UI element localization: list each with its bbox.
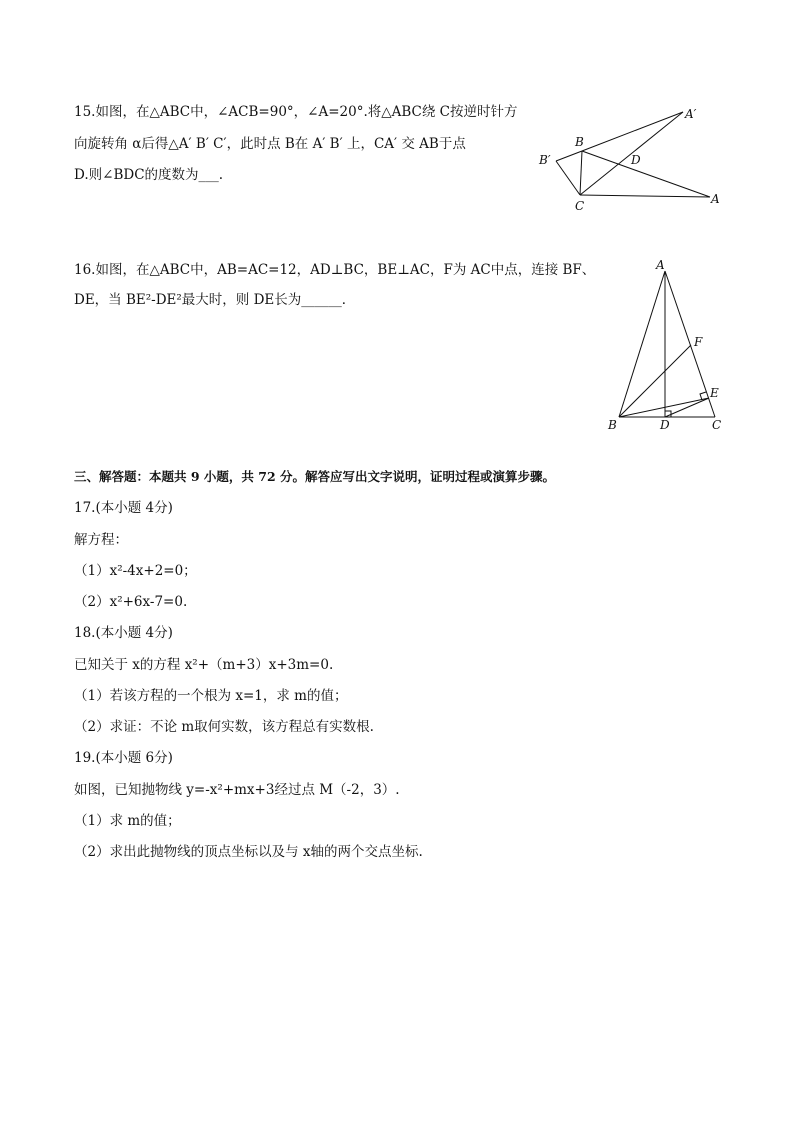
label-A-prime: A′ bbox=[685, 107, 697, 121]
label-A: A bbox=[711, 192, 720, 206]
q16-line2: DE，当 BE²-DE²最大时，则 DE长为______． bbox=[74, 292, 356, 308]
q18-prompt: 已知关于 x的方程 x²+（m+3）x+3m=0. bbox=[74, 657, 334, 673]
q15-line3: D.则∠BDC的度数为___. bbox=[74, 167, 224, 183]
label-D: D bbox=[631, 153, 641, 167]
label-E: E bbox=[710, 386, 719, 400]
seg-BA bbox=[582, 151, 710, 197]
label-C: C bbox=[712, 418, 722, 432]
label-C: C bbox=[575, 199, 585, 213]
seg-AB bbox=[619, 271, 665, 417]
label-A: A bbox=[656, 258, 665, 272]
seg-BE bbox=[619, 398, 709, 417]
q15-line2: 向旋转角 α后得△A′ B′ C′，此时点 B在 A′ B′ 上，CA′ 交 AB于点 bbox=[74, 136, 466, 152]
q19-title: 19.(本小题 6分) bbox=[74, 750, 173, 766]
label-F: F bbox=[694, 335, 703, 349]
q17-title: 17.(本小题 4分) bbox=[74, 500, 173, 516]
q19-item1: （1）求 m的值； bbox=[74, 813, 181, 829]
q15-figure bbox=[530, 100, 730, 215]
q18-item1: （1）若该方程的一个根为 x=1，求 m的值； bbox=[74, 688, 348, 704]
q15-line1: 15.如图，在△ABC中，∠ACB=90°，∠A=20°.将△ABC绕 C按逆时针方 bbox=[74, 104, 518, 120]
seg-AC bbox=[665, 271, 715, 417]
q19-prompt: 如图，已知抛物线 y=-x²+mx+3经过点 M（-2，3）. bbox=[74, 782, 400, 798]
q17-item2: （2）x²+6x-7=0. bbox=[74, 594, 188, 610]
seg-B-prime-B bbox=[556, 151, 582, 161]
label-B: B bbox=[608, 418, 617, 432]
q17-item1: （1）x²-4x+2=0； bbox=[74, 563, 197, 579]
q16-line1: 16.如图，在△ABC中，AB=AC=12，AD⊥BC，BE⊥AC，F为 AC中点，连接 BF、 bbox=[74, 262, 596, 278]
label-B-prime: B′ bbox=[539, 153, 551, 167]
label-B: B bbox=[575, 135, 584, 149]
seg-BC bbox=[580, 151, 582, 195]
seg-DE bbox=[665, 398, 709, 417]
q19-item2: （2）求出此抛物线的顶点坐标以及与 x轴的两个交点坐标. bbox=[74, 844, 423, 860]
seg-CA bbox=[580, 195, 710, 197]
q17-prompt: 解方程： bbox=[74, 532, 128, 548]
q18-item2: （2）求证：不论 m取何实数，该方程总有实数根. bbox=[74, 719, 374, 735]
section3-heading: 三、解答题：本题共 9 小题，共 72 分。解答应写出文字说明，证明过程或演算步骤。 bbox=[74, 469, 556, 484]
seg-BA-prime bbox=[582, 112, 683, 151]
seg-B-prime-C bbox=[556, 161, 580, 195]
seg-BF bbox=[619, 345, 691, 417]
q16-figure bbox=[600, 255, 730, 435]
q18-title: 18.(本小题 4分) bbox=[74, 625, 173, 641]
label-D: D bbox=[660, 418, 670, 432]
